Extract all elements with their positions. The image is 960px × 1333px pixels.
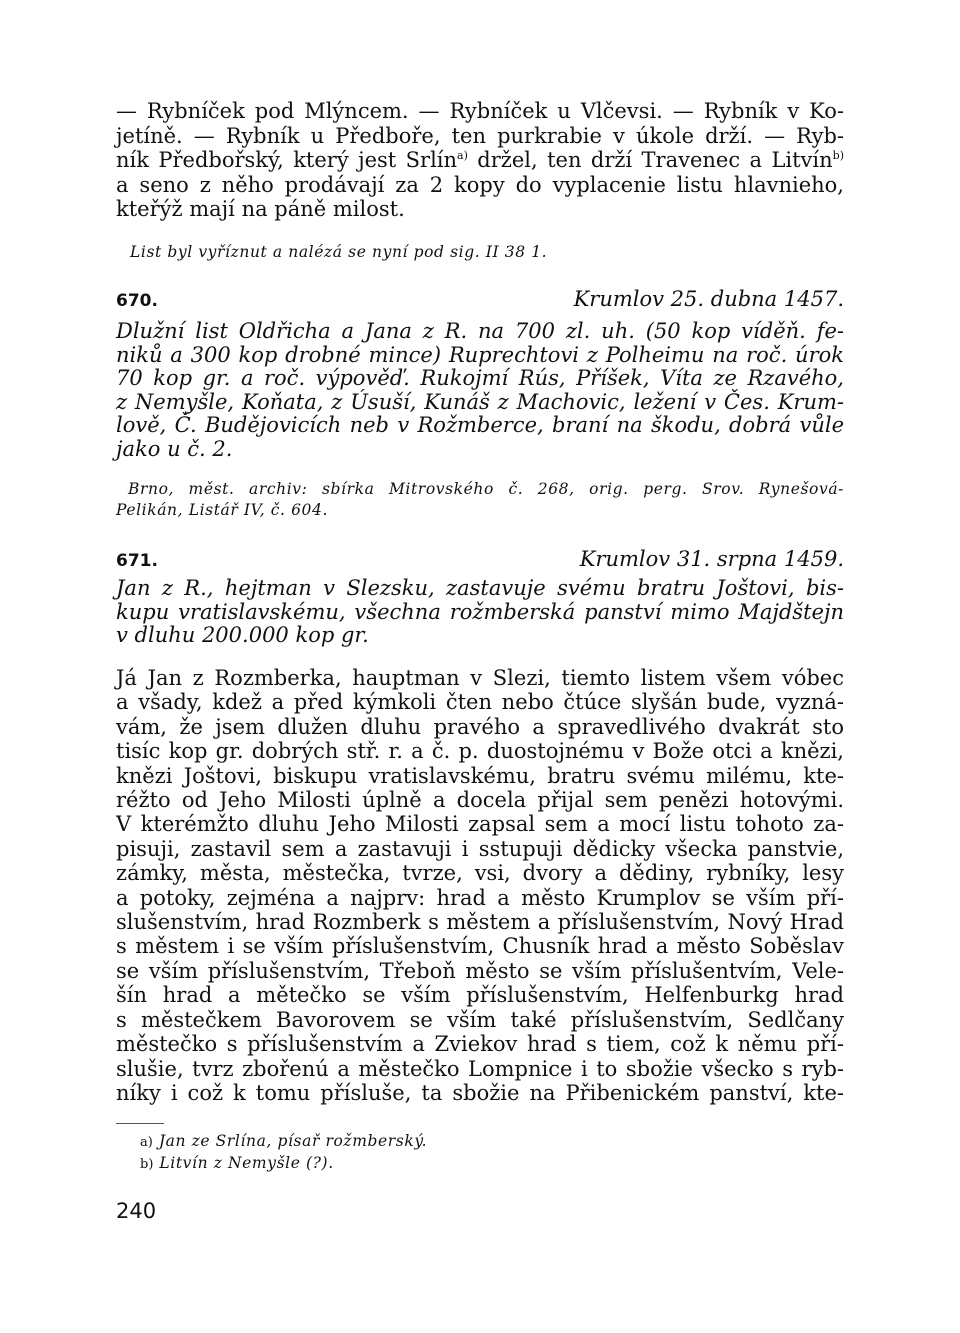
document-date: Krumlov 25. dubna 1457. <box>573 287 844 311</box>
footnote-ref-b: b) <box>832 149 844 162</box>
text-line: s městem i se vším příslušenstvím, Chusník hrad a město Soběslav <box>116 934 844 959</box>
document-671-summary <box>116 577 844 648</box>
footnote-divider <box>116 1123 164 1124</box>
text-line: tisíc kop gr. dobrých stř. r. a č. p. duostojnému v Bože otci a knězi, <box>116 739 844 764</box>
text-segment: ník Předbořský, který jest Srlín <box>116 148 458 172</box>
text-line: Já Jan z Rozmberka, hauptman v Slezi, tiemto listem všem vóbec <box>116 666 844 690</box>
text-line: V kterémžto dluhu Jeho Milosti zapsal sem a mocí listu tohoto za- <box>116 812 844 837</box>
summary-line: kupu vratislavskému, všechna rožmberská panství mimo Majdštejn <box>116 599 844 624</box>
source-line: Brno, měst. archiv: sbírka Mitrovského č. 268, orig. perg. Srov. Rynešová- <box>128 480 844 498</box>
footnote-mark: b) <box>140 1157 154 1172</box>
summary-line: z Nemyšle, Koňata, z Úsuší, Kunáš z Machovic, ležení v Čes. Krum- <box>116 389 844 414</box>
page-number: 240 <box>116 1199 157 1223</box>
summary-line: Jan z R., hejtman v Slezsku, zastavuje svému bratru Joštovi, bis- <box>116 576 844 600</box>
text-line: slušie, tvrz zbořenú a městečko Lompnice i to sbožie všecko s ryb- <box>116 1056 844 1081</box>
text-segment: držel, ten drží Travenec a Litvín <box>467 148 833 172</box>
footnote-a <box>140 1131 427 1153</box>
source-note: List byl vyříznut a nalézá se nyní pod sig. II 38 1. <box>130 243 548 261</box>
document-date: Krumlov 31. srpna 1459. <box>579 547 844 571</box>
summary-line: 70 kop gr. a roč. výpověď. Rukojmí Rús, Příšek, Víta ze Rzavého, <box>116 366 844 390</box>
text-line: zámky, města, městečka, tvrze, vsi, dvory a dědiny, rybníky, lesy <box>116 861 844 886</box>
text-line: s městečkem Bavorovem se vším také příslušenstvím, Sedlčany <box>116 1007 844 1032</box>
document-number: 670. <box>116 291 158 311</box>
footnote-mark: a) <box>140 1135 153 1150</box>
footnotes <box>140 1131 427 1175</box>
footnote-ref-a: a) <box>457 149 468 162</box>
text-line: níky i což k tomu přísluše, ta sbožie na Přibenickém panství, kte- <box>116 1080 844 1105</box>
source-line: Pelikán, Listář IV, č. 604. <box>116 501 329 519</box>
document-670-source <box>116 479 844 521</box>
text-line: slušenstvím, hrad Rozmberk s městem a příslušenstvím, Nový Hrad <box>116 910 844 935</box>
text-line <box>116 148 844 173</box>
text-line: vám, že jsem dlužen dluhu pravého a spravedlivého dvakrát sto <box>116 714 844 739</box>
text-line: kteřýž mají na páně milost. <box>116 197 405 221</box>
text-line: šín hrad a mětečko se vším příslušenstvím, Helfenburkg hrad <box>116 983 844 1008</box>
summary-line: Dlužní list Oldřicha a Jana z R. na 700 zl. uh. (50 kop víděň. fe- <box>116 319 844 343</box>
document-number: 671. <box>116 551 158 571</box>
document-671-text <box>116 666 844 1105</box>
text-line: a potoky, zejména a najprv: hrad a město Krumplov se vším pří- <box>116 885 844 910</box>
document-670-summary <box>116 320 844 461</box>
text-line: pisuji, zastavil sem a zastavuji i sstupuji dědicky všecka panstvie, <box>116 836 844 861</box>
text-line: réžto od Jeho Milosti úplně a docela přijal sem penězi hotovými. <box>116 788 844 813</box>
summary-line: v dluhu 200.000 kop gr. <box>116 623 369 647</box>
summary-line: niků a 300 kop drobné mince) Ruprechtovi z Polheimu na roč. úrok <box>116 342 844 367</box>
text-line: se vším příslušenstvím, Třeboň město se vším příslušentvím, Vele- <box>116 958 844 983</box>
document-671-heading <box>116 546 844 574</box>
text-line: a seno z něho prodávají za 2 kopy do vyplacenie listu hlavnieho, <box>116 172 844 197</box>
text-line: městečko s příslušenstvím a Zviekov hrad s tiem, což k němu pří- <box>116 1032 844 1057</box>
document-670-heading <box>116 286 844 314</box>
intro-paragraph <box>116 99 844 222</box>
text-line: jetíně. — Rybník u Předboře, ten purkrabie v úkole drží. — Ryb- <box>116 123 844 148</box>
text-line: knězi Joštovi, biskupu vratislavskému, bratru svému milému, kte- <box>116 763 844 788</box>
footnote-text: Litvín z Nemyšle (?). <box>159 1154 334 1172</box>
footnote-text: Jan ze Srlína, písař rožmberský. <box>158 1132 428 1150</box>
text-line: — Rybníček pod Mlýncem. — Rybníček u Vlčevsi. — Rybník v Ko- <box>116 99 844 123</box>
summary-line: jako u č. 2. <box>116 436 233 461</box>
summary-line: lově, Č. Budějovicích neb v Rožmberce, braní na škodu, dobrá vůle <box>116 413 844 437</box>
footnote-b <box>140 1153 427 1175</box>
text-line: a všady, kdež a před kýmkoli čten nebo čtúce slyšán bude, vyzná- <box>116 690 844 715</box>
